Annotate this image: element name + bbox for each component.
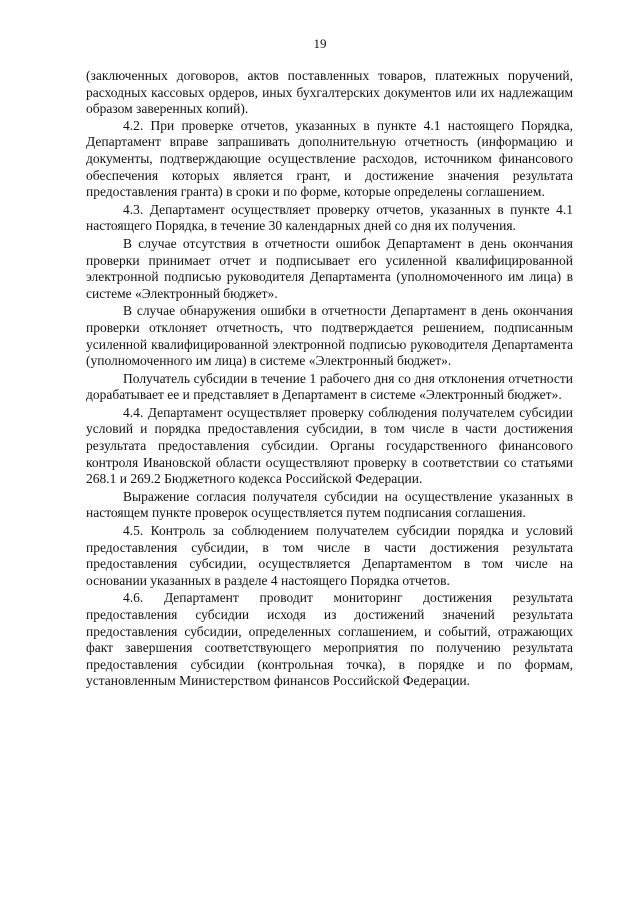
paragraph-4-5: 4.5. Контроль за соблюдением получателем субсидии порядка и условий предоставления субсидии, в том числе в части достижения результата предоставления субсидии, осуществляется Департаментом в том числе на основании указанных в разделе 4 настоящего Порядка отчетов. (86, 523, 573, 588)
document-body (86, 68, 573, 690)
paragraph-rework: Получатель субсидии в течение 1 рабочего дня со дня отклонения отчетности дорабатывает ее и представляет в Департамент в системе «Электронный бюджет». (86, 370, 573, 403)
paragraph-4-3: 4.3. Департамент осуществляет проверку отчетов, указанных в пункте 4.1 настоящего Порядка, в течение 30 календарных дней со дня их получения. (86, 201, 573, 234)
paragraph-continuation: (заключенных договоров, актов поставленных товаров, платежных поручений, расходных кассовых ордеров, иных бухгалтерских документов или их надлежащим образом заверенных копий). (86, 68, 573, 117)
paragraph-errors-found: В случае обнаружения ошибки в отчетности Департамент в день окончания проверки отклоняет отчетность, что подтверждается решением, подписанным усиленной квалифицированной электронной подписью руководителя Департамента (уполномоченного им лица) в системе «Электронный бюджет». (86, 303, 573, 369)
page-number: 19 (313, 36, 327, 51)
paragraph-4-2: 4.2. При проверке отчетов, указанных в пункте 4.1 настоящего Порядка, Департамент вправе запрашивать дополнительную отчетность (информацию и документы, подтверждающие осуществление расходов, источником финансового обеспечения которых является грант, и достижение значения результата предоставления гранта) в сроки и по форме, которые определены соглашением. (86, 117, 573, 200)
paragraph-no-errors: В случае отсутствия в отчетности ошибок Департамент в день окончания проверки принимает отчет и подписывает его усиленной квалифицированной электронной подписью руководителя Департамента (уполномоченного им лица) в системе «Электронный бюджет». (86, 235, 573, 301)
paragraph-4-6: 4.6. Департамент проводит мониторинг достижения результата предоставления субсидии исходя из достижений значений результата предоставления субсидии, определенных соглашением, и событий, отражающих факт завершения соответствующего мероприятия по получению результата предоставления субсидии (контрольная точка), в порядке и по формам, установленным Министерством финансов Российской Федерации. (86, 590, 573, 689)
paragraph-consent: Выражение согласия получателя субсидии на осуществление указанных в настоящем пункте проверок осуществляется путем подписания соглашения. (86, 488, 573, 521)
paragraph-4-4: 4.4. Департамент осуществляет проверку соблюдения получателем субсидии условий и порядка предоставления субсидии, в том числе в части достижения результата предоставления субсидии. Органы государственного финансового контроля Ивановской области осуществляют проверку в соответствии со статьями 268.1 и 269.2 Бюджетного кодекса Российской Федерации. (86, 404, 573, 487)
